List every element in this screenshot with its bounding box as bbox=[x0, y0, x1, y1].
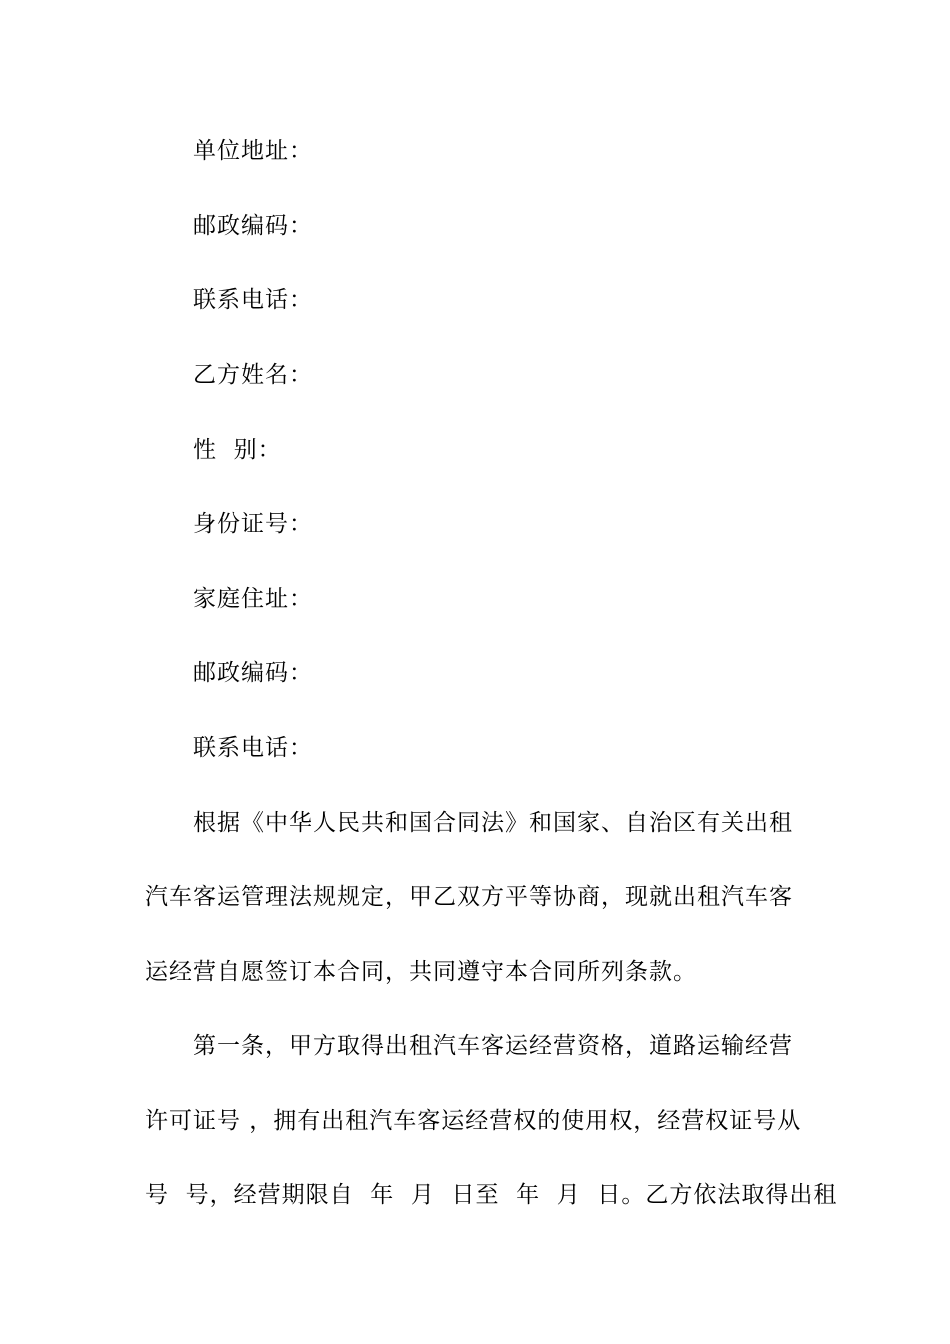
paragraph-intro-line-2: 汽车客运管理法规规定，甲乙双方平等协商，现就出租汽车客 bbox=[145, 884, 793, 910]
field-home-address: 家庭住址： bbox=[193, 586, 313, 612]
paragraph-intro-line-1: 根据《中华人民共和国合同法》和国家、自治区有关出租 bbox=[193, 810, 793, 836]
field-phone: 联系电话： bbox=[193, 287, 313, 313]
field-postal-code-b: 邮政编码： bbox=[193, 660, 313, 686]
paragraph-intro-line-3: 运经营自愿签订本合同，共同遵守本合同所列条款。 bbox=[145, 959, 697, 985]
field-unit-address: 单位地址： bbox=[193, 138, 313, 164]
article-one-line-3: 号 号，经营期限自 年 月 日至 年 月 日。乙方依法取得出租 bbox=[145, 1182, 838, 1208]
field-postal-code: 邮政编码： bbox=[193, 213, 313, 239]
field-party-b-name: 乙方姓名： bbox=[193, 362, 313, 388]
article-one-line-1: 第一条，甲方取得出租汽车客运经营资格，道路运输经营 bbox=[193, 1033, 793, 1059]
article-one-line-2: 许可证号 ，拥有出租汽车客运经营权的使用权，经营权证号从 bbox=[145, 1108, 802, 1134]
field-phone-b: 联系电话： bbox=[193, 735, 313, 761]
field-id-number: 身份证号： bbox=[193, 511, 313, 537]
field-gender: 性 别： bbox=[193, 437, 282, 463]
